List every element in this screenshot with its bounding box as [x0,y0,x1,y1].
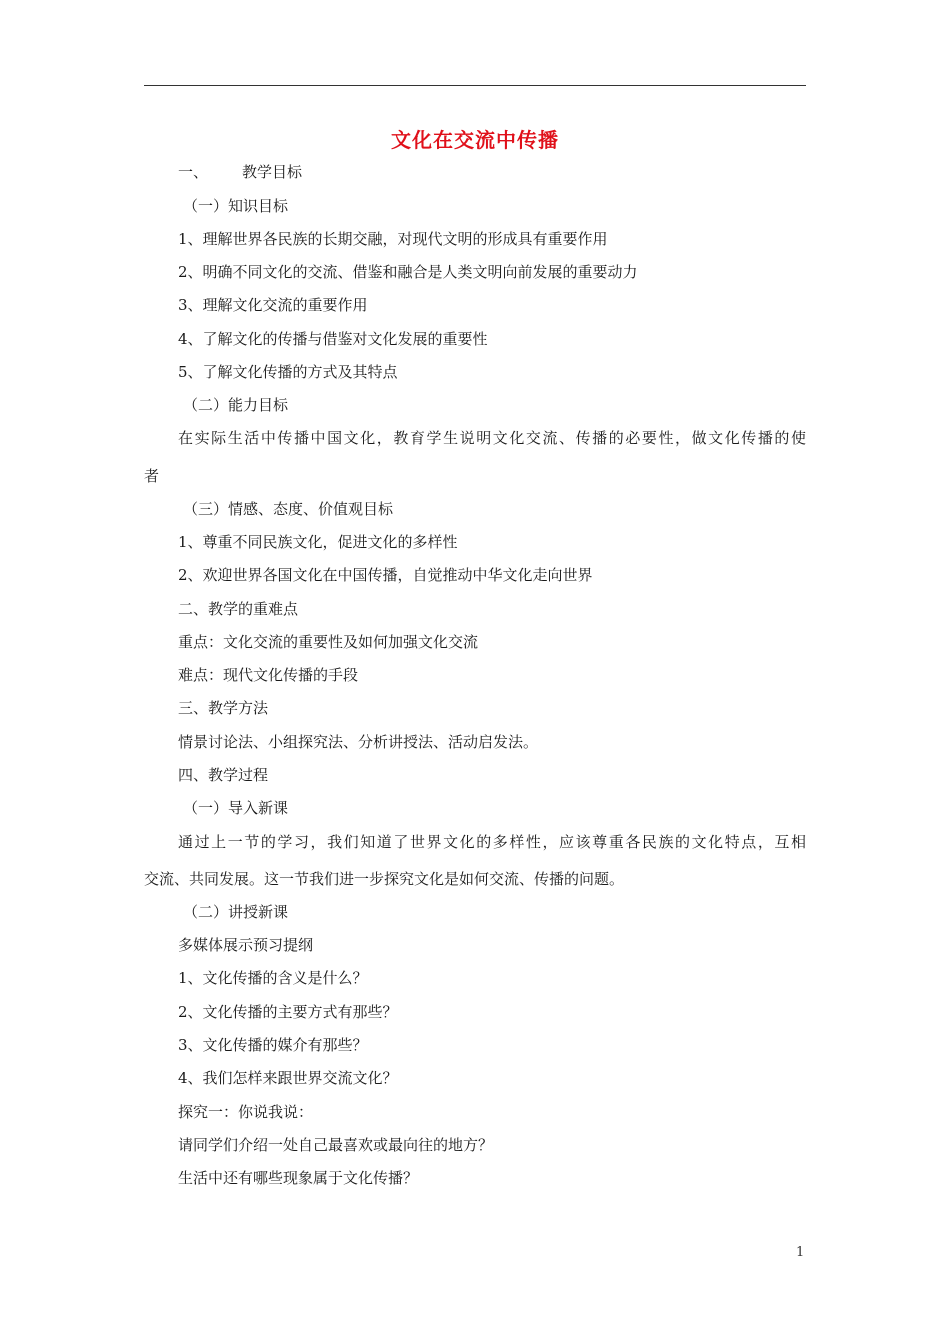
document-title: 文化在交流中传播 [391,128,559,152]
knowledge-item: 3、理解文化交流的重要作用 [178,296,368,314]
knowledge-heading: （一）知识目标 [183,197,289,215]
preview-item: 4、我们怎样来跟世界交流文化？ [178,1069,398,1087]
ability-text-line-1: 在实际生活中传播中国文化，教育学生说明文化交流、传播的必要性，做文化传播的使 [178,429,806,447]
preview-item: 1、文化传播的含义是什么？ [178,969,368,987]
ability-heading: （二）能力目标 [183,396,289,414]
page-number: 1 [796,1245,805,1260]
section-2-heading: 二、教学的重难点 [178,600,299,618]
section-4-heading: 四、教学过程 [178,766,269,784]
intro-text-line-1: 通过上一节的学习，我们知道了世界文化的多样性，应该尊重各民族的文化特点，互相 [178,833,806,851]
section-1-label: 教学目标 [242,163,303,181]
knowledge-item: 5、了解文化传播的方式及其特点 [178,363,398,381]
explore-question: 生活中还有哪些现象属于文化传播？ [178,1169,419,1187]
teaching-methods: 情景讨论法、小组探究法、分析讲授法、活动启发法。 [178,733,539,751]
knowledge-item: 2、明确不同文化的交流、借鉴和融合是人类文明向前发展的重要动力 [178,263,638,281]
ability-text-line-2: 者 [144,467,160,485]
section-1-number: 一、 [178,163,209,181]
emotion-heading: （三）情感、态度、价值观目标 [183,500,394,518]
section-3-heading: 三、教学方法 [178,699,269,717]
knowledge-item: 4、了解文化的传播与借鉴对文化发展的重要性 [178,330,488,348]
emotion-item: 2、欢迎世界各国文化在中国传播，自觉推动中华文化走向世界 [178,566,593,584]
header-rule [144,85,806,86]
intro-text-line-2: 交流、共同发展。这一节我们进一步探究文化是如何交流、传播的问题。 [144,870,625,888]
explore-question: 请同学们介绍一处自己最喜欢或最向往的地方？ [178,1136,494,1154]
key-point: 重点：文化交流的重要性及如何加强文化交流 [178,633,479,651]
preview-label: 多媒体展示预习提纲 [178,936,314,954]
difficult-point: 难点：现代文化传播的手段 [178,666,359,684]
section-1-heading [178,162,302,182]
intro-heading: （一）导入新课 [183,799,289,817]
emotion-item: 1、尊重不同民族文化，促进文化的多样性 [178,533,458,551]
knowledge-item: 1、理解世界各民族的长期交融，对现代文明的形成具有重要作用 [178,230,608,248]
preview-item: 3、文化传播的媒介有那些？ [178,1036,368,1054]
teach-heading: （二）讲授新课 [183,903,289,921]
explore-1-heading: 探究一：你说我说： [178,1103,314,1121]
preview-item: 2、文化传播的主要方式有那些？ [178,1003,398,1021]
